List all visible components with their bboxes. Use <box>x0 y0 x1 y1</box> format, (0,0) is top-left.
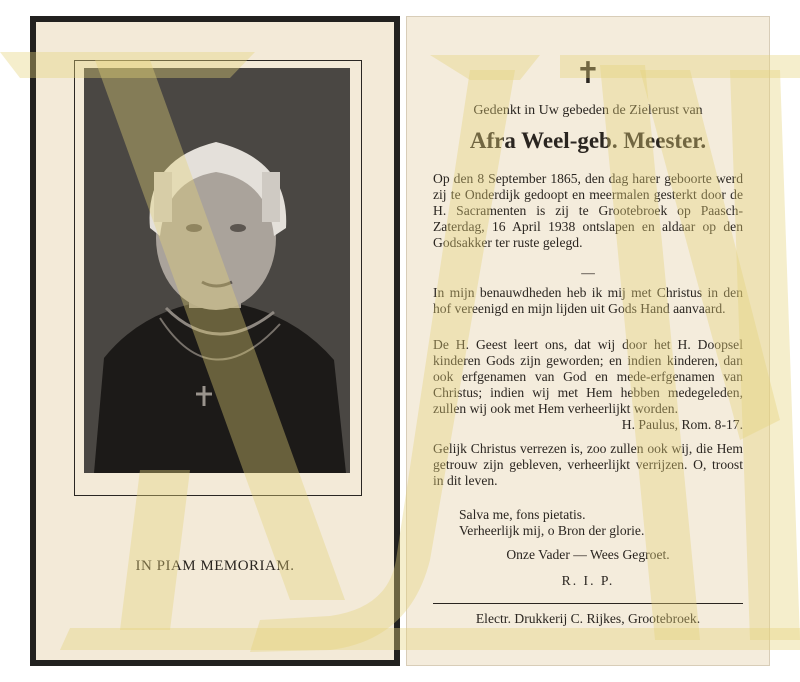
latin-invocation: Salva me, fons pietatis. <box>459 507 586 522</box>
portrait-illustration <box>84 68 350 473</box>
dutch-invocation: Verheerlijk mij, o Bron der glorie. <box>459 523 645 538</box>
memorial-card-text <box>406 16 770 666</box>
portrait-photo <box>84 68 350 473</box>
scripture-text: De H. Geest leert ons, dat wij door het H. Doopsel kinderen Gods zijn geworden; en indien kinderen, dan ook erfgenamen van God en mede-erfgenamen van Christus; indien wij met Hem hebben medegeleden, zullen wij ook met Hem verheerlijkt worden. <box>433 337 743 416</box>
card-front-paper <box>36 22 394 660</box>
printer-credit: Electr. Drukkerij C. Rijkes, Grootebroek. <box>475 611 701 626</box>
biography-paragraph: Op den 8 September 1865, den dag harer geboorte werd zij te Onderdijk gedoopt en meermalen gesterkt door de H. Sacramenten is zij te Grootebroek op Paasch-Zaterdag, 16 April 1938 ontslapen en aldaar op den Godsakker ter ruste gelegd. <box>433 171 743 250</box>
in-memoriam-caption: IN PIAM MEMORIAM. <box>135 558 295 574</box>
consolation-paragraph: Gelijk Christus verrezen is, zoo zullen ook wij, die Hem getrouw zijn gebleven, verheerlijkt verrijzen. O, troost in dit leven. <box>433 441 743 488</box>
section-separator: — <box>581 265 595 280</box>
intro-line: Gedenkt in Uw gebeden de Zielerust van <box>473 103 703 118</box>
divider-line <box>433 603 743 604</box>
scripture-paragraph <box>433 337 743 433</box>
deceased-name: Afra Weel-geb. Meester. <box>469 128 707 153</box>
cross-icon: ✝ <box>575 56 601 91</box>
rip-line: R. I. P. <box>561 573 615 588</box>
quote-paragraph: In mijn benauwdheden heb ik mij met Christus in den hof vereenigd en mijn lijden uit Gods Hand aanvaard. <box>433 285 743 316</box>
scripture-reference: H. Paulus, Rom. 8-17. <box>621 417 743 432</box>
memorial-card-front <box>30 16 400 666</box>
prayer-line: Onze Vader — Wees Gegroet. <box>506 547 670 562</box>
